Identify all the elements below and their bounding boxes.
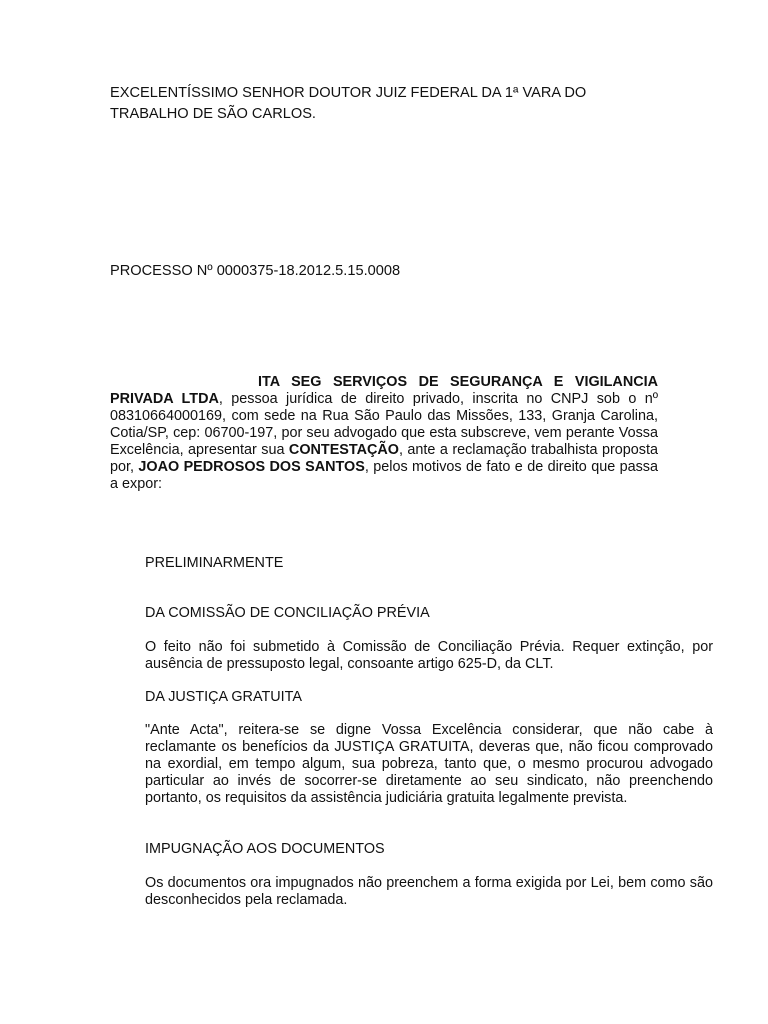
process-number: PROCESSO Nº 0000375-18.2012.5.15.0008 [110,263,401,279]
impugnation-text: Os documentos ora impugnados não preenchem a forma exigida por Lei, bem como são desconhecidos pela reclamada. [145,875,713,908]
company-name: ITA SEG SERVIÇOS DE SEGURANÇA E VIGILANCIA PRIVADA LTDA [110,374,658,407]
preliminary-heading: PRELIMINARMENTE [145,555,284,571]
intro-text-2: , ante a reclamação trabalhista proposta por, [110,442,658,475]
intro-text-1: , pessoa jurídica de direito privado, inscrita no CNPJ sob o nº 08310664000169, com sede na Rua São Paulo das Missões, 133, Granja Carolina, Cotia/SP, cep: 06700-197, por seu advogado que esta subscreve, vem perante Vossa Excelência, apresentar sua [110,391,658,458]
commission-text: O feito não foi submetido à Comissão de Conciliação Prévia. Requer extinção, por ausência de pressuposto legal, consoante artigo 625-D, da CLT. [145,639,713,672]
contestacao-label: CONTESTAÇÃO [288,442,399,458]
intro-text-3: , pelos motivos de fato e de direito que passa a expor: [110,459,659,492]
justice-text: "Ante Acta", reitera-se se digne Vossa Excelência considerar, que não cabe à reclamante os benefícios da JUSTIÇA GRATUITA, deveras que, não ficou comprovado na exordial, em tempo algum, sua pobreza, tanto que, o mesmo procurou advogado particular ao invés de socorrer-se diretamente ao seu sindicato, não preenchendo portanto, os requisitos da assistência judiciária gratuita legalmente prevista. [145,722,713,806]
document-header: EXCELENTÍSSIMO SENHOR DOUTOR JUIZ FEDERAL DA 1ª VARA DO TRABALHO DE SÃO CARLOS. [110,85,587,122]
impugnation-heading: IMPUGNAÇÃO AOS DOCUMENTOS [145,841,385,857]
intro-paragraph [110,374,658,493]
claimant-name: JOAO PEDROSOS DOS SANTOS [138,459,365,475]
justice-heading: DA JUSTIÇA GRATUITA [145,689,302,705]
commission-heading: DA COMISSÃO DE CONCILIAÇÃO PRÉVIA [145,605,430,621]
